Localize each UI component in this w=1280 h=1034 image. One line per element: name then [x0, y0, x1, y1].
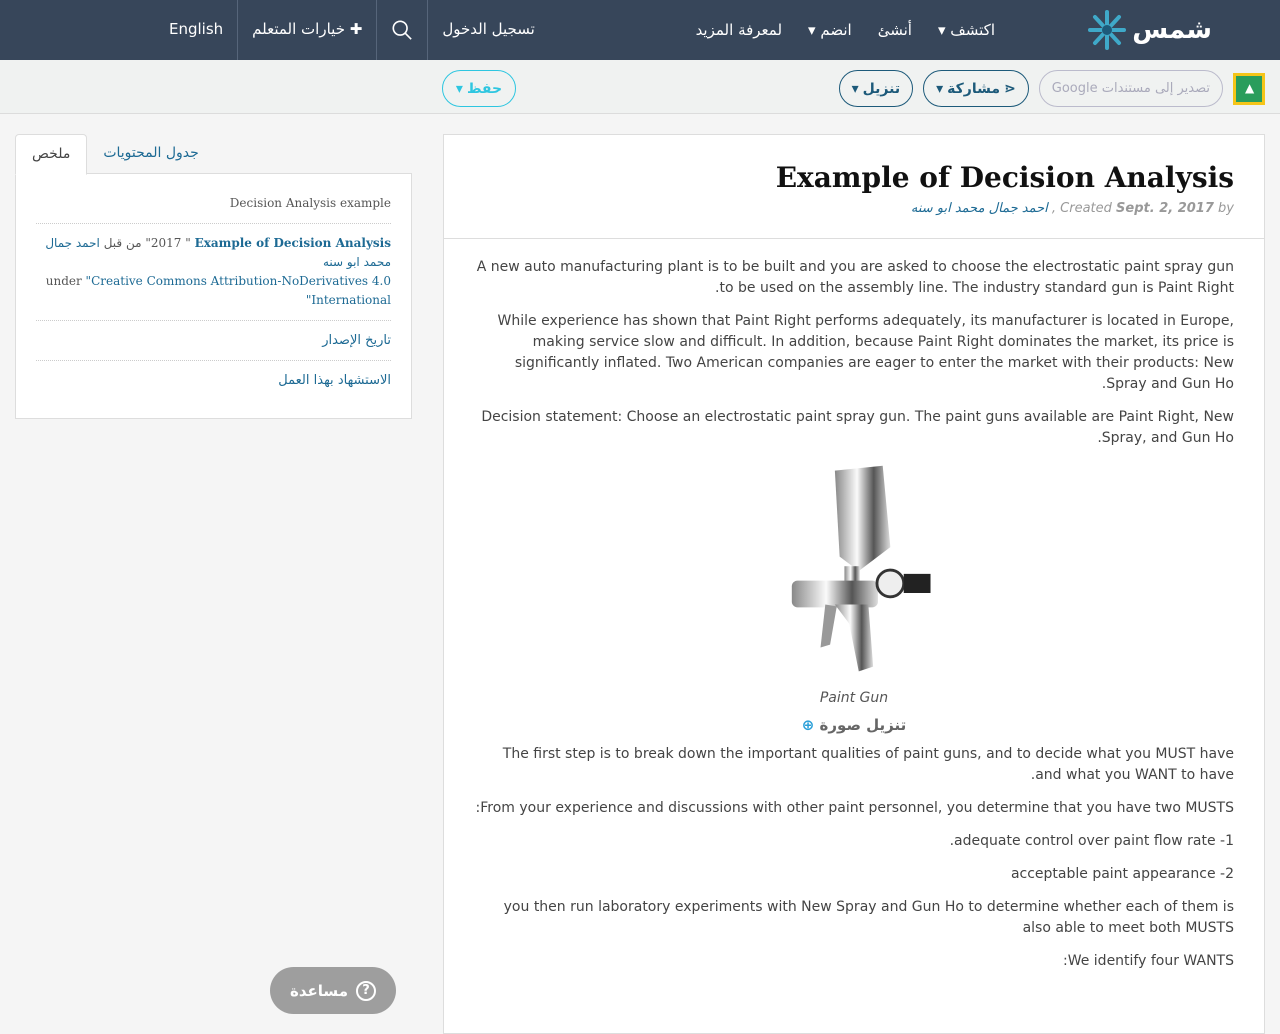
author-link[interactable]: احمد جمال محمد ابو سنه: [910, 200, 1048, 216]
chevron-down-icon: ▾: [936, 80, 944, 97]
paragraph: A new auto manufacturing plant is to be built and you are asked to choose the electrostatic paint spray gun to be used on the assembly line. The industry standard gun is Paint Right.: [476, 259, 1234, 296]
figure-caption: Paint Gun: [819, 690, 889, 706]
top-navbar: [0, 0, 1280, 60]
figure: [474, 461, 1234, 736]
paragraph: you then run laboratory experiments with New Spray and Gun Ho to determine whether each of them is also able to meet both MUSTS: [503, 899, 1234, 936]
logo-text: شمس: [1132, 15, 1212, 45]
save-button[interactable]: حفظ ▾: [442, 70, 516, 107]
cite-work-link[interactable]: الاستشهاد بهذا العمل: [278, 373, 391, 388]
release-date-link[interactable]: تاريخ الإصدار: [322, 333, 391, 348]
license-link[interactable]: "Creative Commons Attribution-NoDerivatives 4.0 International": [85, 274, 391, 307]
nav-create[interactable]: أنشئ: [877, 21, 912, 39]
export-google-docs-button[interactable]: تصدير إلى مستندات Google: [1039, 70, 1223, 107]
chevron-down-icon: ▾: [937, 21, 946, 39]
article-title: Example of Decision Analysis: [775, 161, 1234, 194]
help-button[interactable]: ? مساعدة: [270, 967, 396, 1014]
chevron-down-icon: ▾: [851, 80, 859, 97]
nav-explore[interactable]: اكتشف ▾: [937, 21, 995, 39]
search-icon[interactable]: [376, 0, 427, 60]
chevron-down-icon: ▾: [808, 21, 816, 39]
tab-toc[interactable]: جدول المحتويات: [103, 145, 199, 161]
language-switch[interactable]: English: [169, 20, 224, 38]
logo[interactable]: [1086, 8, 1212, 52]
logo-star-icon: [1086, 8, 1128, 52]
question-circle-icon: ?: [356, 981, 376, 1001]
tab-summary[interactable]: ملخص: [15, 134, 87, 175]
article-card: [443, 134, 1265, 1034]
share-icon: ⋖: [1004, 80, 1016, 97]
citation-title-link[interactable]: Example of Decision Analysis: [194, 236, 391, 250]
paint-gun-image: [774, 461, 934, 681]
paragraph: 1- adequate control over paint flow rate.: [949, 833, 1234, 849]
paragraph: While experience has shown that Paint Right performs adequately, its manufacturer is located in Europe, making service slow and difficult. In addition, because Paint Right dominates the market, its price is significantly inflated. Two American companies are eager to enter the market with their products: New Spray and Gun Ho.: [497, 313, 1234, 392]
paragraph: The first step is to break down the important qualities of paint guns, and to decide what you MUST have and what you WANT to have.: [502, 746, 1234, 783]
plus-icon: ✚: [349, 20, 363, 38]
learner-options-button[interactable]: خيارات المتعلم ✚: [237, 0, 376, 60]
chevron-down-icon: ▾: [455, 80, 463, 97]
paragraph: From your experience and discussions with other paint personnel, you determine that you have two MUSTS:: [475, 800, 1234, 816]
paragraph: We identify four WANTS:: [1062, 953, 1234, 969]
nav-learn-more[interactable]: لمعرفة المزيد: [695, 21, 783, 39]
download-circle-icon: ⊕: [801, 716, 815, 734]
toolbar: [0, 60, 1280, 114]
login-link[interactable]: تسجيل الدخول: [427, 0, 548, 60]
citation-author-link[interactable]: احمد جمال محمد ابو سنه: [45, 236, 391, 269]
download-button[interactable]: تنزيل ▾: [839, 70, 913, 107]
paragraph: Decision statement: Choose an electrostatic paint spray gun. The paint guns available are Paint Right, New Spray, and Gun Ho.: [481, 409, 1234, 446]
nav-join[interactable]: انضم ▾: [808, 21, 852, 39]
download-image-link[interactable]: تنزيل صورة ⊕: [801, 716, 907, 734]
share-button[interactable]: ⋖ مشاركة ▾: [923, 70, 1029, 107]
citation: 2017 " Example of Decision Analysis" من قبل احمد جمال محمد ابو سنه under "Creative Commons Attribution-NoDerivatives 4.0 International": [36, 224, 391, 321]
paragraph: 2- acceptable paint appearance: [1010, 866, 1234, 882]
classroom-icon[interactable]: ▲: [1233, 73, 1265, 105]
description: Decision Analysis example: [36, 184, 391, 224]
article-meta: احمد جمال محمد ابو سنه , Created Sept. 2, 2017 by: [910, 200, 1234, 216]
sidebar: [15, 134, 412, 419]
